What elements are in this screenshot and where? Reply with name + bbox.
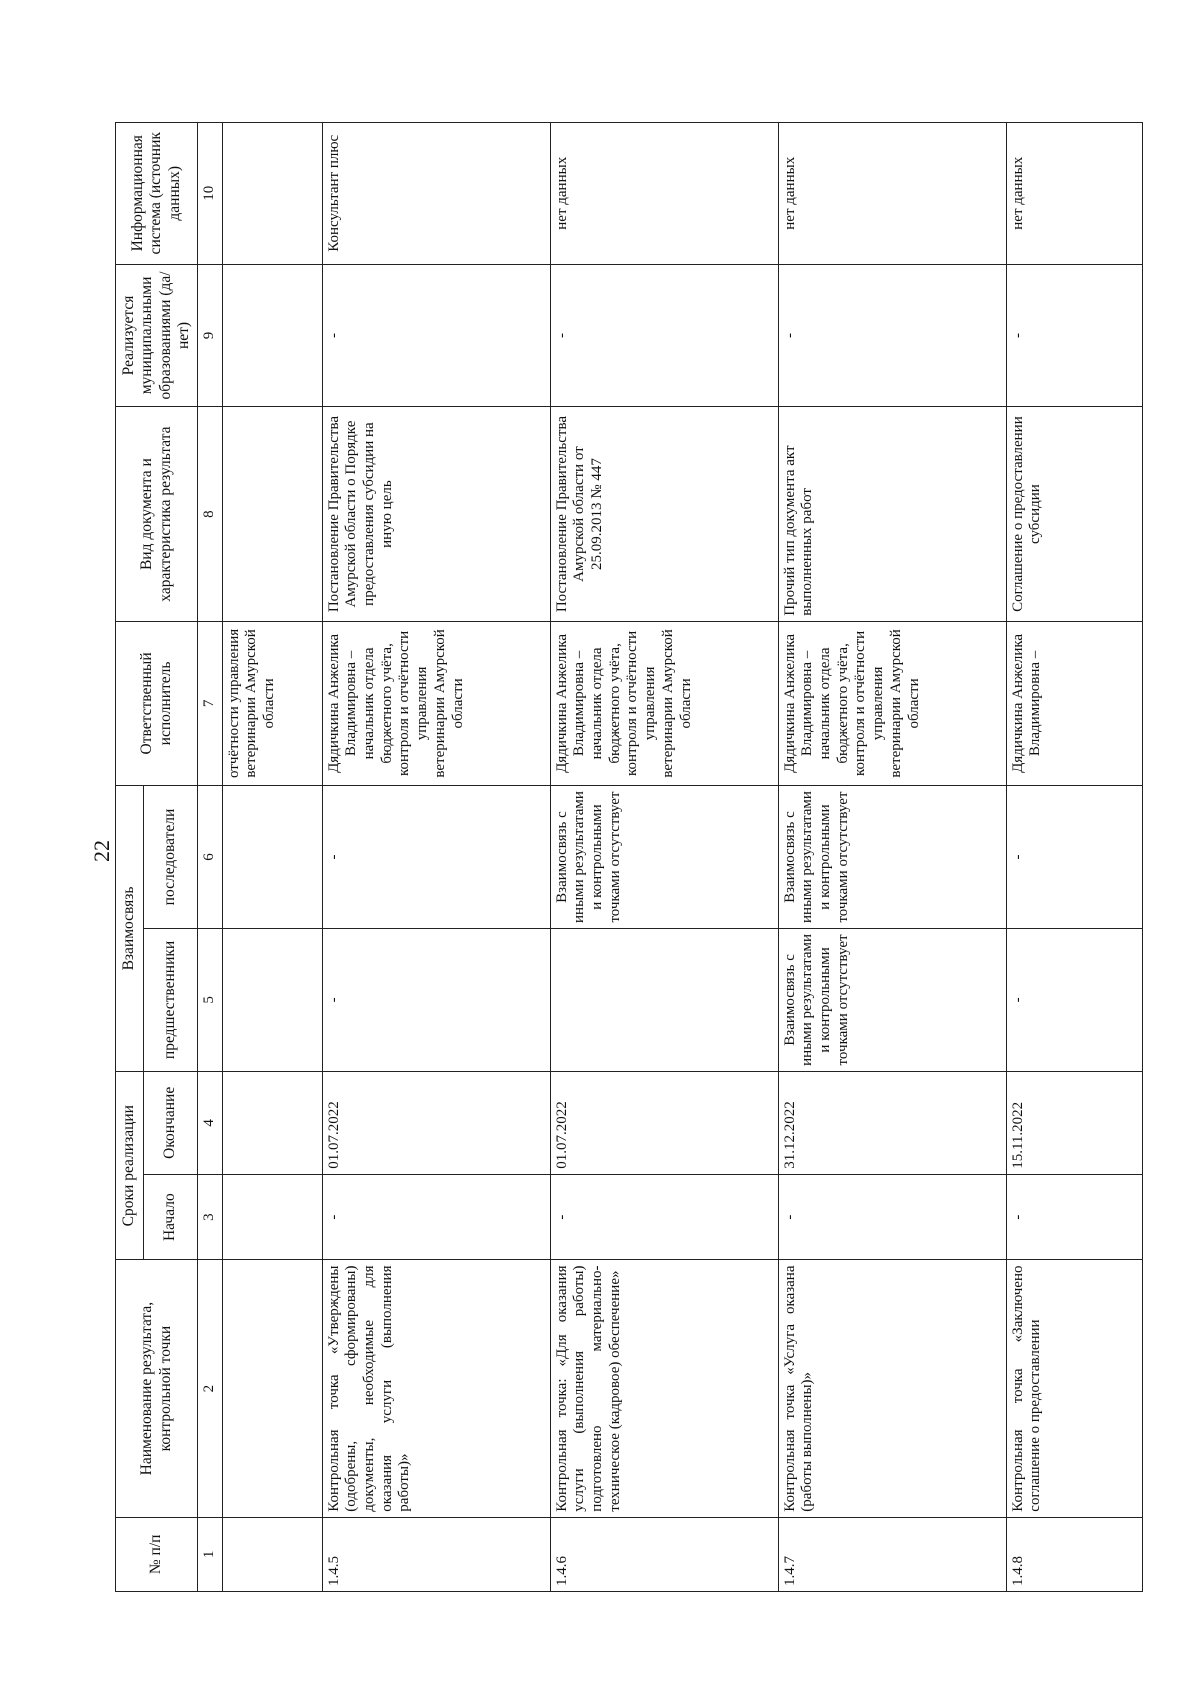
cell-name: Контрольная точка «Утверждены (одобрены, сформированы) документы, необходимые для оказания услуги (выполнения работы)» [322, 1260, 550, 1517]
column-number-row [198, 123, 223, 1592]
cell-predecessors [550, 928, 778, 1071]
cell-name: Контрольная точка «Заключено соглашение о предоставлении [1006, 1260, 1142, 1517]
cell-system: Консультант плюс [322, 123, 550, 265]
header-relation: Взаимосвязь [116, 786, 144, 1072]
cell-doc: Постановление Правительства Амурской области о Порядке предоставления субсидии на иную цель [322, 407, 550, 621]
cell-responsible: Дядичкина Анжелика Владимировна – [1006, 621, 1142, 785]
column-number: 9 [198, 264, 223, 407]
cell-num: 1.4.6 [550, 1517, 778, 1591]
column-number: 2 [198, 1260, 223, 1517]
continuation-row [222, 123, 322, 1592]
cell-municipal: - [550, 264, 778, 407]
cell-start: - [322, 1174, 550, 1260]
cell-municipal: - [322, 264, 550, 407]
cell-start: - [550, 1174, 778, 1260]
cell-empty [222, 928, 322, 1071]
column-number: 10 [198, 123, 223, 265]
cell-doc: Прочий тип документа акт выполненных работ [778, 407, 1006, 621]
cell-name: Контрольная точка: «Для оказания услуги (выполнения работы) подготовлено материально-техническое (кадровое) обеспечение» [550, 1260, 778, 1517]
cell-empty [222, 1517, 322, 1591]
cell-predecessors: - [1006, 928, 1142, 1071]
table-row [550, 123, 778, 1592]
cell-end: 31.12.2022 [778, 1071, 1006, 1174]
cell-end: 01.07.2022 [550, 1071, 778, 1174]
header-num: № п/п [116, 1517, 198, 1591]
header-name: Наименование результата, контрольной точки [116, 1260, 198, 1517]
cell-doc: Соглашение о предоставлении субсидии [1006, 407, 1142, 621]
cell-empty [222, 786, 322, 929]
cell-responsible: Дядичкина Анжелика Владимировна – начальник отдела бюджетного учёта, контроля и отчётности управления ветеринарии Амурской области [550, 621, 778, 785]
cell-name: Контрольная точка «Услуга оказана (работы выполнены)» [778, 1260, 1006, 1517]
cell-responsible: Дядичкина Анжелика Владимировна – начальник отдела бюджетного учёта, контроля и отчётности управления ветеринарии Амурской области [778, 621, 1006, 785]
cell-num: 1.4.8 [1006, 1517, 1142, 1591]
cell-municipal: - [778, 264, 1006, 407]
header-predecessors: предшественники [144, 928, 198, 1071]
column-number: 4 [198, 1071, 223, 1174]
cell-empty [222, 1260, 322, 1517]
header-terms: Сроки реализации [116, 1071, 144, 1260]
cell-system: нет данных [778, 123, 1006, 265]
cell-system: нет данных [1006, 123, 1142, 265]
cell-successors: - [1006, 786, 1142, 929]
cell-empty [222, 123, 322, 265]
cell-empty [222, 264, 322, 407]
header-doc: Вид документа и характеристика результата [116, 407, 198, 621]
cell-num: 1.4.5 [322, 1517, 550, 1591]
table-row [1006, 123, 1142, 1592]
table-row [778, 123, 1006, 1592]
header-municipal: Реализуется муниципальными образованиями (да/нет) [116, 264, 198, 407]
cell-empty [222, 1071, 322, 1174]
cell-empty [222, 407, 322, 621]
cell-predecessors: - [322, 928, 550, 1071]
cell-start: - [778, 1174, 1006, 1260]
column-number: 7 [198, 621, 223, 785]
column-number: 6 [198, 786, 223, 929]
cell-end: 15.11.2022 [1006, 1071, 1142, 1174]
header-system: Информационная система (источник данных) [116, 123, 198, 265]
column-number: 1 [198, 1517, 223, 1591]
header-end: Окончание [144, 1071, 198, 1174]
cell-system: нет данных [550, 123, 778, 265]
cell-successors: - [322, 786, 550, 929]
cell-doc: Постановление Правительства Амурской области от 25.09.2013 № 447 [550, 407, 778, 621]
cell-responsible: Дядичкина Анжелика Владимировна – начальник отдела бюджетного учёта, контроля и отчётности управления ветеринарии Амурской области [322, 621, 550, 785]
header-start: Начало [144, 1174, 198, 1260]
header-successors: последователи [144, 786, 198, 929]
cell-successors: Взаимосвязь с иными результатами и контрольными точками отсутствует [550, 786, 778, 929]
column-number: 8 [198, 407, 223, 621]
cell-successors: Взаимосвязь с иными результатами и контрольными точками отсутствует [778, 786, 1006, 929]
rotated-table-wrapper [115, 122, 1143, 1592]
column-number: 3 [198, 1174, 223, 1260]
page-number: 22 [89, 840, 114, 862]
cell-num: 1.4.7 [778, 1517, 1006, 1591]
cell-start: - [1006, 1174, 1142, 1260]
cell-empty [222, 1174, 322, 1260]
control-points-table [115, 122, 1143, 1592]
cell-municipal: - [1006, 264, 1142, 407]
table-row [322, 123, 550, 1592]
cell-end: 01.07.2022 [322, 1071, 550, 1174]
header-responsible: Ответственный исполнитель [116, 621, 198, 785]
cell-predecessors: Взаимосвязь с иными результатами и контрольными точками отсутствует [778, 928, 1006, 1071]
column-number: 5 [198, 928, 223, 1071]
cell-responsible: отчётности управления ветеринарии Амурской области [222, 621, 322, 785]
